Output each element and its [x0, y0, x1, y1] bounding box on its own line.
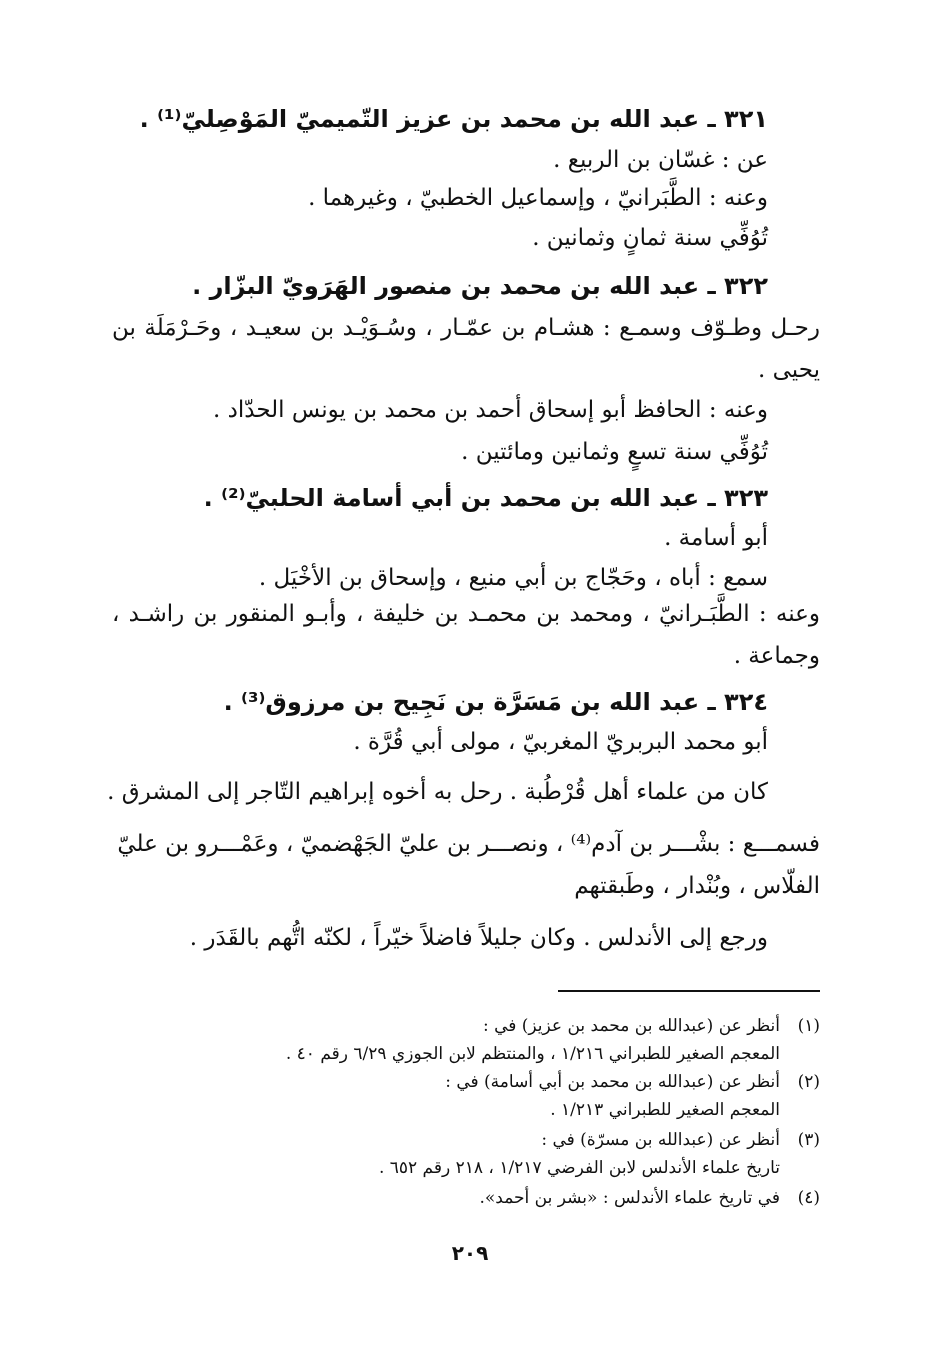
entry-title-324: ٣٢٤ ـ عبد الله بن مَسَرَّة بن نَجِيح بن مرزوق⁽³⁾ . [223, 688, 768, 716]
footnote-1-line-1: أنظر عن (عبدالله بن محمد بن عزيز) في : [482, 1016, 780, 1036]
footnote-3-line-2: تاريخ علماء الأندلس لابن الفرضي ١/٢١٧ ، ٢١٨ رقم ٦٥٢ . [378, 1158, 780, 1178]
entry-324-line-2: كان من علماء أهل قُرْطُبة . رحل به أخوه إبراهيم التّاجر إلى المشرق . [107, 779, 768, 805]
footnote-1-line-2: المعجم الصغير للطبراني ١/٢١٦ ، والمنتظم لابن الجوزي ٦/٢٩ رقم ٤٠ . [285, 1044, 780, 1064]
entry-322-line-4: تُوُفِّي سنة تسعٍ وثمانين ومائتين . [461, 439, 768, 465]
footnote-marker-4: (٤) [797, 1188, 820, 1208]
footnote-marker-3: (٣) [797, 1130, 820, 1150]
entry-324-line-1: أبو محمد البربريّ المغربيّ ، مولى أبي قُرَّة . [353, 729, 768, 755]
footnote-3-line-1: أنظر عن (عبدالله بن مسرّة) في : [541, 1130, 780, 1150]
footnote-marker-2: (٢) [797, 1072, 820, 1092]
entry-324-line-5: ورجع إلى الأندلس . وكان جليلاً فاضلاً خيّراً ، لكنّه اتُّهم بالقَدَر . [189, 925, 768, 951]
entry-title-322: ٣٢٢ ـ عبد الله بن محمد بن منصور الهَرَويّ البزّار . [192, 272, 768, 300]
entry-322-line-1: رحـل وطـوّف وسمـع : هشـام بن عمّـار ، وسُـوَيْـد بن سعيـد ، وحَـرْمَلَة بن [112, 315, 820, 341]
entry-title-321: ٣٢١ ـ عبد الله بن محمد بن عزيز التّميميّ المَوْصِليّ⁽¹⁾ . [139, 105, 768, 133]
entry-324-line-4: الفلّاس ، وبُنْدار ، وطَبقتهم [574, 873, 820, 899]
footnote-2-line-2: المعجم الصغير للطبراني ١/٢١٣ . [550, 1100, 780, 1120]
entry-321-line-1: عن : غسّان بن الربيع . [553, 147, 768, 173]
entry-323-line-3: وعنه : الطَّبَـرانيّ ، ومحمد بن محمـد بن خليفة ، وأبـو المنقور بن راشـد ، [112, 601, 820, 627]
entry-322-line-3: وعنه : الحافظ أبو إسحاق أحمد بن محمد بن يونس الحدّاد . [213, 397, 768, 423]
footnote-2-line-1: أنظر عن (عبدالله بن محمد بن أبي أسامة) في : [445, 1072, 780, 1092]
page-number: ٢٠٩ [451, 1241, 489, 1265]
entry-321-line-3: تُوُفِّي سنة ثمانٍ وثمانين . [532, 225, 768, 251]
entry-323-line-4: وجماعة . [733, 643, 820, 669]
entry-title-323: ٣٢٣ ـ عبد الله بن محمد بن أبي أسامة الحلبيّ⁽²⁾ . [203, 484, 768, 512]
footnote-separator [558, 990, 820, 992]
entry-324-line-3: فسمـــع : بشْـــر بن آدم⁽⁴⁾ ، ونصـــر بن عليّ الجَهْضميّ ، وعَمْـــرو بن عليّ [117, 831, 820, 857]
entry-322-line-2: يحيى . [758, 357, 820, 383]
entry-323-line-1: أبو أسامة . [664, 525, 768, 551]
footnote-4-line-1: في تاريخ علماء الأندلس : «بشر بن أحمد». [479, 1188, 780, 1208]
entry-321-line-2: وعنه : الطَّبَرانيّ ، وإسماعيل الخطبيّ ، وغيرهما . [308, 185, 768, 211]
entry-323-line-2: سمع : أباه ، وحَجّاج بن أبي منيع ، وإسحاق بن الأخْيَل . [258, 565, 768, 591]
footnote-marker-1: (١) [797, 1016, 820, 1036]
